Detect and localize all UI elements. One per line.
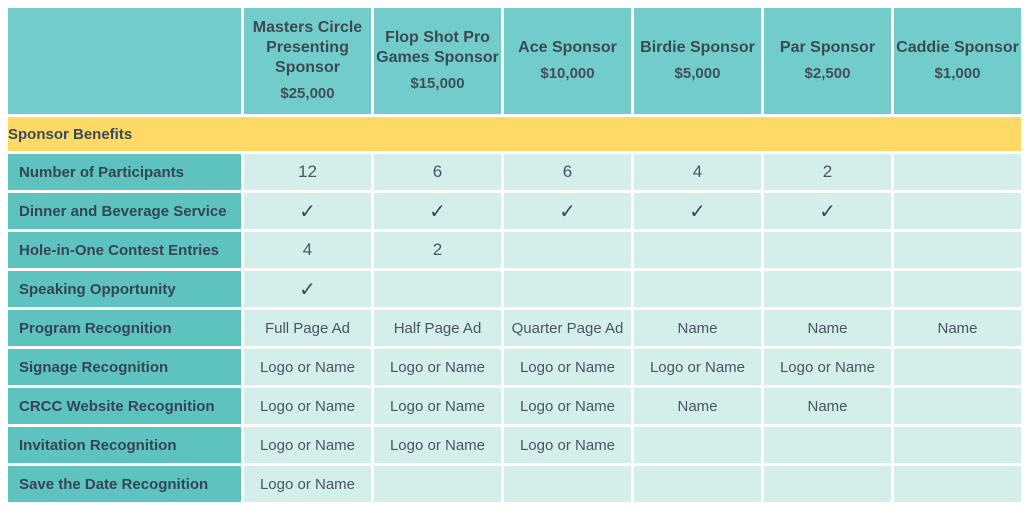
benefit-row	[8, 310, 1021, 346]
benefit-value: Logo or Name	[504, 427, 631, 463]
empty-cell	[634, 232, 761, 268]
empty-cell	[894, 349, 1021, 385]
benefit-row	[8, 466, 1021, 502]
benefit-value: Logo or Name	[504, 388, 631, 424]
benefit-label: Speaking Opportunity	[8, 271, 241, 307]
check-icon: ✓	[299, 278, 316, 301]
benefit-value: Logo or Name	[244, 349, 371, 385]
benefit-row	[8, 154, 1021, 190]
sponsorship-table	[5, 5, 1024, 505]
section-band-row	[8, 117, 1021, 151]
benefit-value: 6	[504, 154, 631, 190]
benefit-label: Program Recognition	[8, 310, 241, 346]
check-icon: ✓	[559, 200, 576, 223]
header-row	[8, 8, 1021, 114]
header-corner	[8, 8, 241, 114]
benefit-label: Hole-in-One Contest Entries	[8, 232, 241, 268]
benefit-value: Logo or Name	[374, 349, 501, 385]
benefit-value: Half Page Ad	[374, 310, 501, 346]
empty-cell	[894, 466, 1021, 502]
empty-cell	[764, 271, 891, 307]
benefit-value: Name	[634, 388, 761, 424]
section-label: Sponsor Benefits	[8, 117, 1021, 151]
empty-cell	[894, 193, 1021, 229]
check-cell	[504, 193, 631, 229]
benefit-label: CRCC Website Recognition	[8, 388, 241, 424]
empty-cell	[374, 466, 501, 502]
sponsor-price: $15,000	[410, 75, 465, 92]
check-cell	[244, 193, 371, 229]
check-icon: ✓	[429, 200, 446, 223]
benefit-value: 2	[374, 232, 501, 268]
benefit-value: Name	[764, 388, 891, 424]
check-icon: ✓	[819, 200, 836, 223]
benefit-value: Name	[764, 310, 891, 346]
benefit-value: Logo or Name	[244, 388, 371, 424]
empty-cell	[504, 271, 631, 307]
benefit-label: Save the Date Recognition	[8, 466, 241, 502]
empty-cell	[634, 427, 761, 463]
benefit-value: Logo or Name	[634, 349, 761, 385]
benefit-row	[8, 427, 1021, 463]
benefit-row	[8, 388, 1021, 424]
benefit-value: Logo or Name	[374, 427, 501, 463]
empty-cell	[894, 232, 1021, 268]
empty-cell	[894, 427, 1021, 463]
sponsor-price: $10,000	[540, 65, 595, 82]
sponsor-header-masters	[244, 8, 371, 114]
empty-cell	[894, 271, 1021, 307]
empty-cell	[504, 232, 631, 268]
benefit-value: 6	[374, 154, 501, 190]
empty-cell	[764, 232, 891, 268]
sponsor-name: Caddie Sponsor	[896, 39, 1019, 56]
sponsor-name: Par Sponsor	[779, 39, 876, 56]
sponsor-header-ace	[504, 8, 631, 114]
sponsor-name: Ace Sponsor	[518, 39, 617, 56]
empty-cell	[634, 271, 761, 307]
check-cell	[764, 193, 891, 229]
sponsor-price: $1,000	[934, 65, 981, 82]
check-cell	[634, 193, 761, 229]
benefit-row	[8, 349, 1021, 385]
empty-cell	[894, 154, 1021, 190]
benefit-value: Logo or Name	[244, 427, 371, 463]
check-icon: ✓	[299, 200, 316, 223]
benefit-row	[8, 232, 1021, 268]
benefit-row	[8, 271, 1021, 307]
check-icon: ✓	[689, 200, 706, 223]
sponsor-header-flop-shot	[374, 8, 501, 114]
benefit-value: Name	[634, 310, 761, 346]
benefit-value: Logo or Name	[374, 388, 501, 424]
empty-cell	[634, 466, 761, 502]
benefit-value: Logo or Name	[244, 466, 371, 502]
benefit-value: 2	[764, 154, 891, 190]
benefit-value: Quarter Page Ad	[504, 310, 631, 346]
empty-cell	[374, 271, 501, 307]
benefit-value: Logo or Name	[504, 349, 631, 385]
sponsor-price: $25,000	[280, 85, 335, 102]
benefit-label: Signage Recognition	[8, 349, 241, 385]
benefit-value: 4	[634, 154, 761, 190]
benefit-value: Name	[894, 310, 1021, 346]
benefit-value: Logo or Name	[764, 349, 891, 385]
check-cell	[244, 271, 371, 307]
sponsor-price: $2,500	[804, 65, 851, 82]
empty-cell	[764, 427, 891, 463]
sponsor-header-caddie	[894, 8, 1021, 114]
sponsor-header-par	[764, 8, 891, 114]
sponsor-name: Flop Shot Pro Games Sponsor	[376, 29, 499, 66]
check-cell	[374, 193, 501, 229]
empty-cell	[764, 466, 891, 502]
sponsor-header-birdie	[634, 8, 761, 114]
benefit-label: Number of Participants	[8, 154, 241, 190]
empty-cell	[894, 388, 1021, 424]
benefit-value: 4	[244, 232, 371, 268]
benefit-label: Invitation Recognition	[8, 427, 241, 463]
benefit-label: Dinner and Beverage Service	[8, 193, 241, 229]
sponsor-price: $5,000	[674, 65, 721, 82]
sponsor-name: Masters Circle Presenting Sponsor	[252, 19, 363, 76]
benefit-row	[8, 193, 1021, 229]
empty-cell	[504, 466, 631, 502]
benefit-value: 12	[244, 154, 371, 190]
benefit-value: Full Page Ad	[244, 310, 371, 346]
sponsor-name: Birdie Sponsor	[640, 39, 755, 56]
